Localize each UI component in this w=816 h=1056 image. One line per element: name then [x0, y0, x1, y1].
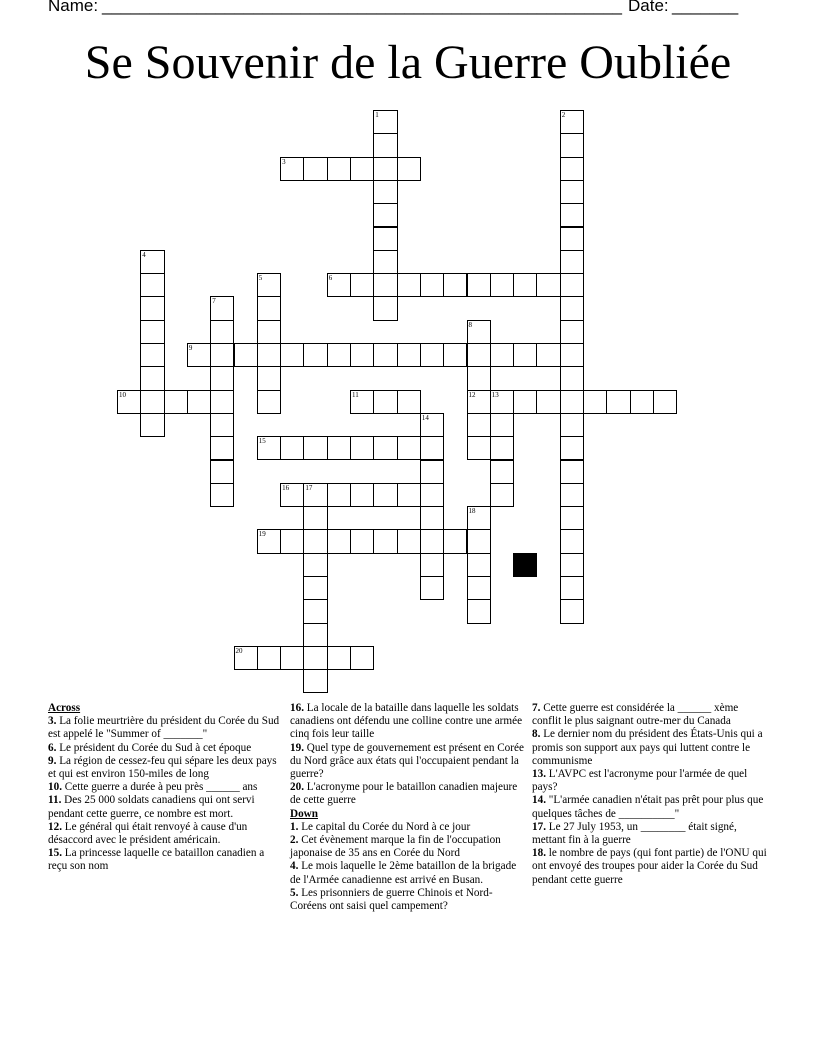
grid-cell[interactable]	[234, 646, 258, 670]
grid-cell[interactable]	[560, 553, 584, 577]
grid-cell[interactable]	[350, 529, 374, 553]
grid-cell[interactable]	[303, 599, 327, 623]
clue-across-16	[290, 702, 526, 742]
grid-cell[interactable]	[140, 273, 164, 297]
grid-cell[interactable]	[327, 343, 351, 367]
clue-text: Cette guerre a durée à peu près ______ ans	[61, 781, 258, 794]
clue-text: Le dernier nom du président des États-Unis qui a promis son support aux pays qui luttent contre le communisme	[532, 728, 763, 767]
grid-cell[interactable]	[560, 599, 584, 623]
grid-cell[interactable]	[140, 296, 164, 320]
clue-down-2	[290, 834, 526, 860]
grid-cell[interactable]	[397, 157, 421, 181]
grid-cell[interactable]	[373, 296, 397, 320]
grid-cell[interactable]	[140, 366, 164, 390]
grid-cell[interactable]	[467, 529, 491, 553]
grid-cell[interactable]	[560, 366, 584, 390]
clue-down-8	[532, 728, 768, 768]
clue-number: 20.	[290, 781, 304, 794]
grid-cell[interactable]	[560, 133, 584, 157]
clue-text: Des 25 000 soldats canadiens qui ont servi pendant cette guerre, ce nombre est mort.	[48, 794, 255, 820]
clue-down-14	[532, 794, 768, 820]
clue-number-label: 11	[352, 390, 359, 399]
grid-cell[interactable]	[257, 320, 281, 344]
grid-cell[interactable]	[630, 390, 654, 414]
grid-cell[interactable]	[560, 296, 584, 320]
grid-cell[interactable]	[210, 343, 234, 367]
grid-cell[interactable]	[443, 529, 467, 553]
grid-cell[interactable]	[373, 436, 397, 460]
grid-cell[interactable]	[140, 320, 164, 344]
grid-cell[interactable]	[327, 529, 351, 553]
grid-cell[interactable]	[560, 250, 584, 274]
clue-text: Le capital du Corée du Nord à ce jour	[298, 820, 471, 833]
clue-number: 4.	[290, 860, 299, 873]
grid-cell[interactable]	[280, 483, 304, 507]
clue-number: 10.	[48, 781, 62, 794]
grid-cell[interactable]	[257, 343, 281, 367]
grid-cell[interactable]	[373, 133, 397, 157]
grid-cell[interactable]	[490, 343, 514, 367]
grid-cell[interactable]	[257, 273, 281, 297]
grid-cell[interactable]	[280, 436, 304, 460]
grid-cell[interactable]	[467, 506, 491, 530]
clue-text: Le président du Corée du Sud à cet époque	[56, 741, 252, 754]
grid-cell[interactable]	[257, 646, 281, 670]
clue-number-label: 1	[375, 111, 379, 119]
grid-cell[interactable]	[210, 390, 234, 414]
grid-cell[interactable]	[327, 646, 351, 670]
grid-cell[interactable]	[373, 227, 397, 251]
grid-cell[interactable]	[467, 343, 491, 367]
grid-cell[interactable]	[560, 483, 584, 507]
clue-number-label: 18	[468, 507, 476, 516]
clue-number: 9.	[48, 754, 57, 767]
grid-cell[interactable]	[560, 529, 584, 553]
clue-text: le nombre de pays (qui font partie) de l'ONU qui ont envoyé des troupes pour aider la Corée du Sud pendant cette guerre	[532, 847, 767, 886]
grid-cell[interactable]	[140, 413, 164, 437]
clue-across-10	[48, 781, 284, 794]
clue-across-20	[290, 781, 526, 807]
grid-cell[interactable]	[303, 157, 327, 181]
grid-cell[interactable]	[467, 553, 491, 577]
grid-cell[interactable]	[327, 273, 351, 297]
grid-cell[interactable]	[140, 343, 164, 367]
grid-cell[interactable]	[280, 157, 304, 181]
grid-cell[interactable]	[397, 343, 421, 367]
grid-cell[interactable]	[350, 436, 374, 460]
grid-cell[interactable]	[467, 320, 491, 344]
clue-number: 1.	[290, 820, 299, 833]
clue-number-label: 19	[258, 530, 266, 539]
clue-column-3	[532, 702, 768, 887]
clue-text: La folie meurtrière du président du Corée du Sud est appelé le "Summer of _______"	[48, 715, 280, 741]
grid-cell[interactable]	[397, 436, 421, 460]
clue-across-3	[48, 715, 284, 741]
grid-cell[interactable]	[560, 343, 584, 367]
clue-across-6	[48, 742, 284, 755]
clue-number-label: 13	[491, 390, 499, 399]
grid-cell[interactable]	[210, 460, 234, 484]
clue-number: 6.	[48, 741, 57, 754]
grid-cell[interactable]	[350, 390, 374, 414]
grid-cell[interactable]	[420, 553, 444, 577]
clue-number-label: 8	[468, 320, 472, 329]
clue-number: 3.	[48, 715, 57, 728]
grid-cell[interactable]	[513, 390, 537, 414]
clue-across-12	[48, 821, 284, 847]
clue-number-label: 16	[282, 483, 290, 492]
clue-across-11	[48, 794, 284, 820]
grid-cell[interactable]	[467, 599, 491, 623]
grid-cell[interactable]	[303, 576, 327, 600]
grid-cell[interactable]	[467, 413, 491, 437]
clue-number-label: 14	[421, 413, 429, 422]
clue-number: 8.	[532, 728, 541, 741]
grid-cell[interactable]	[257, 529, 281, 553]
grid-cell[interactable]	[560, 576, 584, 600]
grid-cell[interactable]	[303, 553, 327, 577]
grid-cell[interactable]	[303, 646, 327, 670]
clue-number: 15.	[48, 847, 62, 860]
grid-cell[interactable]	[210, 296, 234, 320]
clue-number-label: 20	[235, 646, 243, 655]
grid-cell[interactable]	[373, 343, 397, 367]
down-heading: Down	[290, 807, 318, 820]
grid-cell[interactable]	[257, 296, 281, 320]
grid-cell[interactable]	[117, 390, 141, 414]
grid-cell[interactable]	[257, 436, 281, 460]
clue-number: 11.	[48, 794, 62, 807]
grid-cell[interactable]	[350, 343, 374, 367]
grid-cell[interactable]	[350, 157, 374, 181]
grid-cell[interactable]	[350, 483, 374, 507]
clue-across-19	[290, 742, 526, 782]
grid-cell[interactable]	[490, 273, 514, 297]
grid-cell[interactable]	[560, 436, 584, 460]
page-title: Se Souvenir de la Guerre Oubliée	[84, 36, 732, 89]
grid-cell[interactable]	[420, 460, 444, 484]
grid-cell[interactable]	[420, 529, 444, 553]
grid-cell[interactable]	[443, 273, 467, 297]
across-heading: Across	[48, 702, 81, 714]
clue-down-5	[290, 887, 526, 913]
clue-text: L'AVPC est l'acronyme pour l'armée de quel pays?	[532, 768, 748, 794]
clue-number: 17.	[532, 820, 546, 833]
grid-cell[interactable]	[164, 390, 188, 414]
grid-cell[interactable]	[536, 390, 560, 414]
grid-cell[interactable]	[373, 203, 397, 227]
clue-column-1	[48, 702, 284, 874]
grid-cell[interactable]	[420, 506, 444, 530]
clue-number-label: 7	[212, 297, 216, 306]
grid-cell[interactable]	[513, 343, 537, 367]
date-blank: _______	[672, 0, 739, 15]
clue-text: Cet évènement marque la fin de l'occupation japonaise de 35 ans en Corée du Nord	[290, 834, 501, 860]
grid-cell[interactable]	[303, 343, 327, 367]
clue-down-7	[532, 702, 768, 728]
grid-cell[interactable]	[536, 273, 560, 297]
grid-cell[interactable]	[303, 436, 327, 460]
date-label: Date:	[628, 0, 669, 15]
grid-cell[interactable]	[560, 227, 584, 251]
grid-cell[interactable]	[467, 436, 491, 460]
grid-cell[interactable]	[467, 390, 491, 414]
grid-cell[interactable]	[583, 390, 607, 414]
grid-cell[interactable]	[210, 366, 234, 390]
grid-cell[interactable]	[560, 273, 584, 297]
grid-cell[interactable]	[140, 390, 164, 414]
clue-text: L'acronyme pour le bataillon canadien majeure de cette guerre	[290, 781, 518, 807]
grid-cell[interactable]	[560, 180, 584, 204]
grid-cell[interactable]	[140, 250, 164, 274]
grid-cell[interactable]	[327, 436, 351, 460]
grid-cell[interactable]	[373, 157, 397, 181]
grid-cell[interactable]	[490, 436, 514, 460]
grid-cell[interactable]	[373, 273, 397, 297]
grid-cell[interactable]	[234, 343, 258, 367]
clue-number-label: 9	[188, 344, 193, 352]
clue-number-label: 17	[305, 483, 313, 492]
clue-number-label: 15	[258, 437, 266, 446]
grid-cell[interactable]	[420, 436, 444, 460]
grid-cell[interactable]	[467, 366, 491, 390]
grid-cell[interactable]	[443, 343, 467, 367]
grid-cell[interactable]	[397, 390, 421, 414]
clue-text: "L'armée canadien n'était pas prêt pour plus que quelques tâches de __________"	[532, 794, 764, 820]
grid-cell[interactable]	[536, 343, 560, 367]
grid-cell[interactable]	[560, 320, 584, 344]
grid-cell[interactable]	[350, 273, 374, 297]
clue-number-label: 5	[258, 274, 263, 283]
grid-cell[interactable]	[373, 483, 397, 507]
grid-cell[interactable]	[303, 623, 327, 647]
grid-cell[interactable]	[420, 273, 444, 297]
clue-number-label: 6	[328, 274, 333, 283]
grid-cell[interactable]	[327, 157, 351, 181]
clue-down-17	[532, 821, 768, 847]
grid-cell[interactable]	[280, 646, 304, 670]
grid-cell[interactable]	[490, 460, 514, 484]
clue-column-2	[290, 702, 526, 913]
clue-number: 2.	[290, 834, 299, 847]
grid-cell[interactable]	[467, 576, 491, 600]
grid-cell[interactable]	[257, 390, 281, 414]
grid-cell[interactable]	[467, 273, 491, 297]
clue-text: La région de cessez-feu qui sépare les deux pays et qui est environ 150-miles de long	[48, 754, 277, 781]
grid-cell[interactable]	[280, 343, 304, 367]
grid-cell[interactable]	[373, 250, 397, 274]
name-label: Name:	[48, 0, 99, 15]
grid-cell[interactable]	[420, 483, 444, 507]
grid-cell[interactable]	[560, 413, 584, 437]
grid-cell[interactable]	[373, 529, 397, 553]
grid-cell[interactable]	[280, 529, 304, 553]
grid-cell[interactable]	[420, 576, 444, 600]
clue-number: 19.	[290, 741, 304, 754]
grid-cell[interactable]	[210, 436, 234, 460]
clue-number: 5.	[290, 886, 299, 899]
name-blank: _______________________________________________________	[102, 0, 623, 15]
grid-cell[interactable]	[420, 413, 444, 437]
clue-number: 16.	[290, 702, 304, 714]
clue-number-label: 12	[468, 390, 476, 399]
grid-cell[interactable]	[303, 529, 327, 553]
clue-text: Le mois laquelle le 2ème bataillon de la brigade de l'Armée canadienne est arrivé en Busan.	[290, 860, 517, 886]
grid-cell[interactable]	[187, 343, 211, 367]
clue-number: 13.	[532, 768, 546, 781]
grid-cell[interactable]	[327, 483, 351, 507]
clue-text: Le général qui était renvoyé à cause d'un désaccord avec le président américain.	[48, 820, 248, 847]
clue-number-label: 2	[561, 111, 566, 119]
clue-down-18	[532, 847, 768, 887]
grid-cell[interactable]	[350, 646, 374, 670]
grid-cell[interactable]	[397, 483, 421, 507]
grid-cell[interactable]	[210, 320, 234, 344]
grid-cell[interactable]	[560, 157, 584, 181]
grid-cell[interactable]	[560, 203, 584, 227]
clue-down-1	[290, 821, 526, 834]
clue-text: Le 27 July 1953, un ________ était signé, mettant fin à la guerre	[532, 820, 737, 847]
clue-down-13	[532, 768, 768, 794]
grid-cell[interactable]	[490, 483, 514, 507]
grid-cell[interactable]	[560, 110, 584, 134]
clue-number-label: 4	[142, 250, 146, 259]
grid-cell[interactable]	[373, 110, 397, 134]
grid-cell[interactable]	[490, 390, 514, 414]
grid-cell[interactable]	[560, 390, 584, 414]
grid-cell[interactable]	[303, 669, 327, 693]
clue-number-label: 3	[282, 157, 286, 166]
grid-cell[interactable]	[397, 273, 421, 297]
clue-number: 7.	[532, 702, 541, 714]
grid-cell[interactable]	[513, 273, 537, 297]
grid-cell[interactable]	[397, 529, 421, 553]
grid-cell[interactable]	[373, 180, 397, 204]
grid-cell[interactable]	[560, 506, 584, 530]
clue-text: Quel type de gouvernement est présent en Corée du Nord grâce aux états qui l'occupaient pendant la guerre?	[290, 741, 524, 781]
clue-number: 14.	[532, 794, 546, 807]
clue-down-4	[290, 860, 526, 886]
clue-number-label: 10	[119, 390, 126, 399]
grid-block-cell	[513, 553, 537, 577]
clue-number: 12.	[48, 820, 62, 833]
grid-cell[interactable]	[420, 343, 444, 367]
clue-number: 18.	[532, 847, 546, 860]
grid-cell[interactable]	[210, 483, 234, 507]
clue-text: Cette guerre est considérée la ______ xème conflit le plus saignant outre-mer du Canada	[532, 702, 739, 728]
grid-cell[interactable]	[303, 506, 327, 530]
grid-cell[interactable]	[373, 390, 397, 414]
grid-cell[interactable]	[653, 390, 677, 414]
grid-cell[interactable]	[257, 366, 281, 390]
grid-cell[interactable]	[606, 390, 630, 414]
grid-cell[interactable]	[303, 483, 327, 507]
clue-text: Les prisonniers de guerre Chinois et Nord-Coréens ont saisi quel campement?	[290, 886, 493, 913]
grid-cell[interactable]	[490, 413, 514, 437]
clue-across-9	[48, 755, 284, 781]
grid-cell[interactable]	[187, 390, 211, 414]
clue-text: La princesse laquelle ce bataillon canadien a reçu son nom	[48, 847, 265, 873]
grid-cell[interactable]	[560, 460, 584, 484]
grid-cell[interactable]	[210, 413, 234, 437]
clue-text: La locale de la bataille dans laquelle les soldats canadiens ont défendu une colline contre une armée cinq fois leur taille	[290, 702, 523, 741]
clue-across-15	[48, 847, 284, 873]
